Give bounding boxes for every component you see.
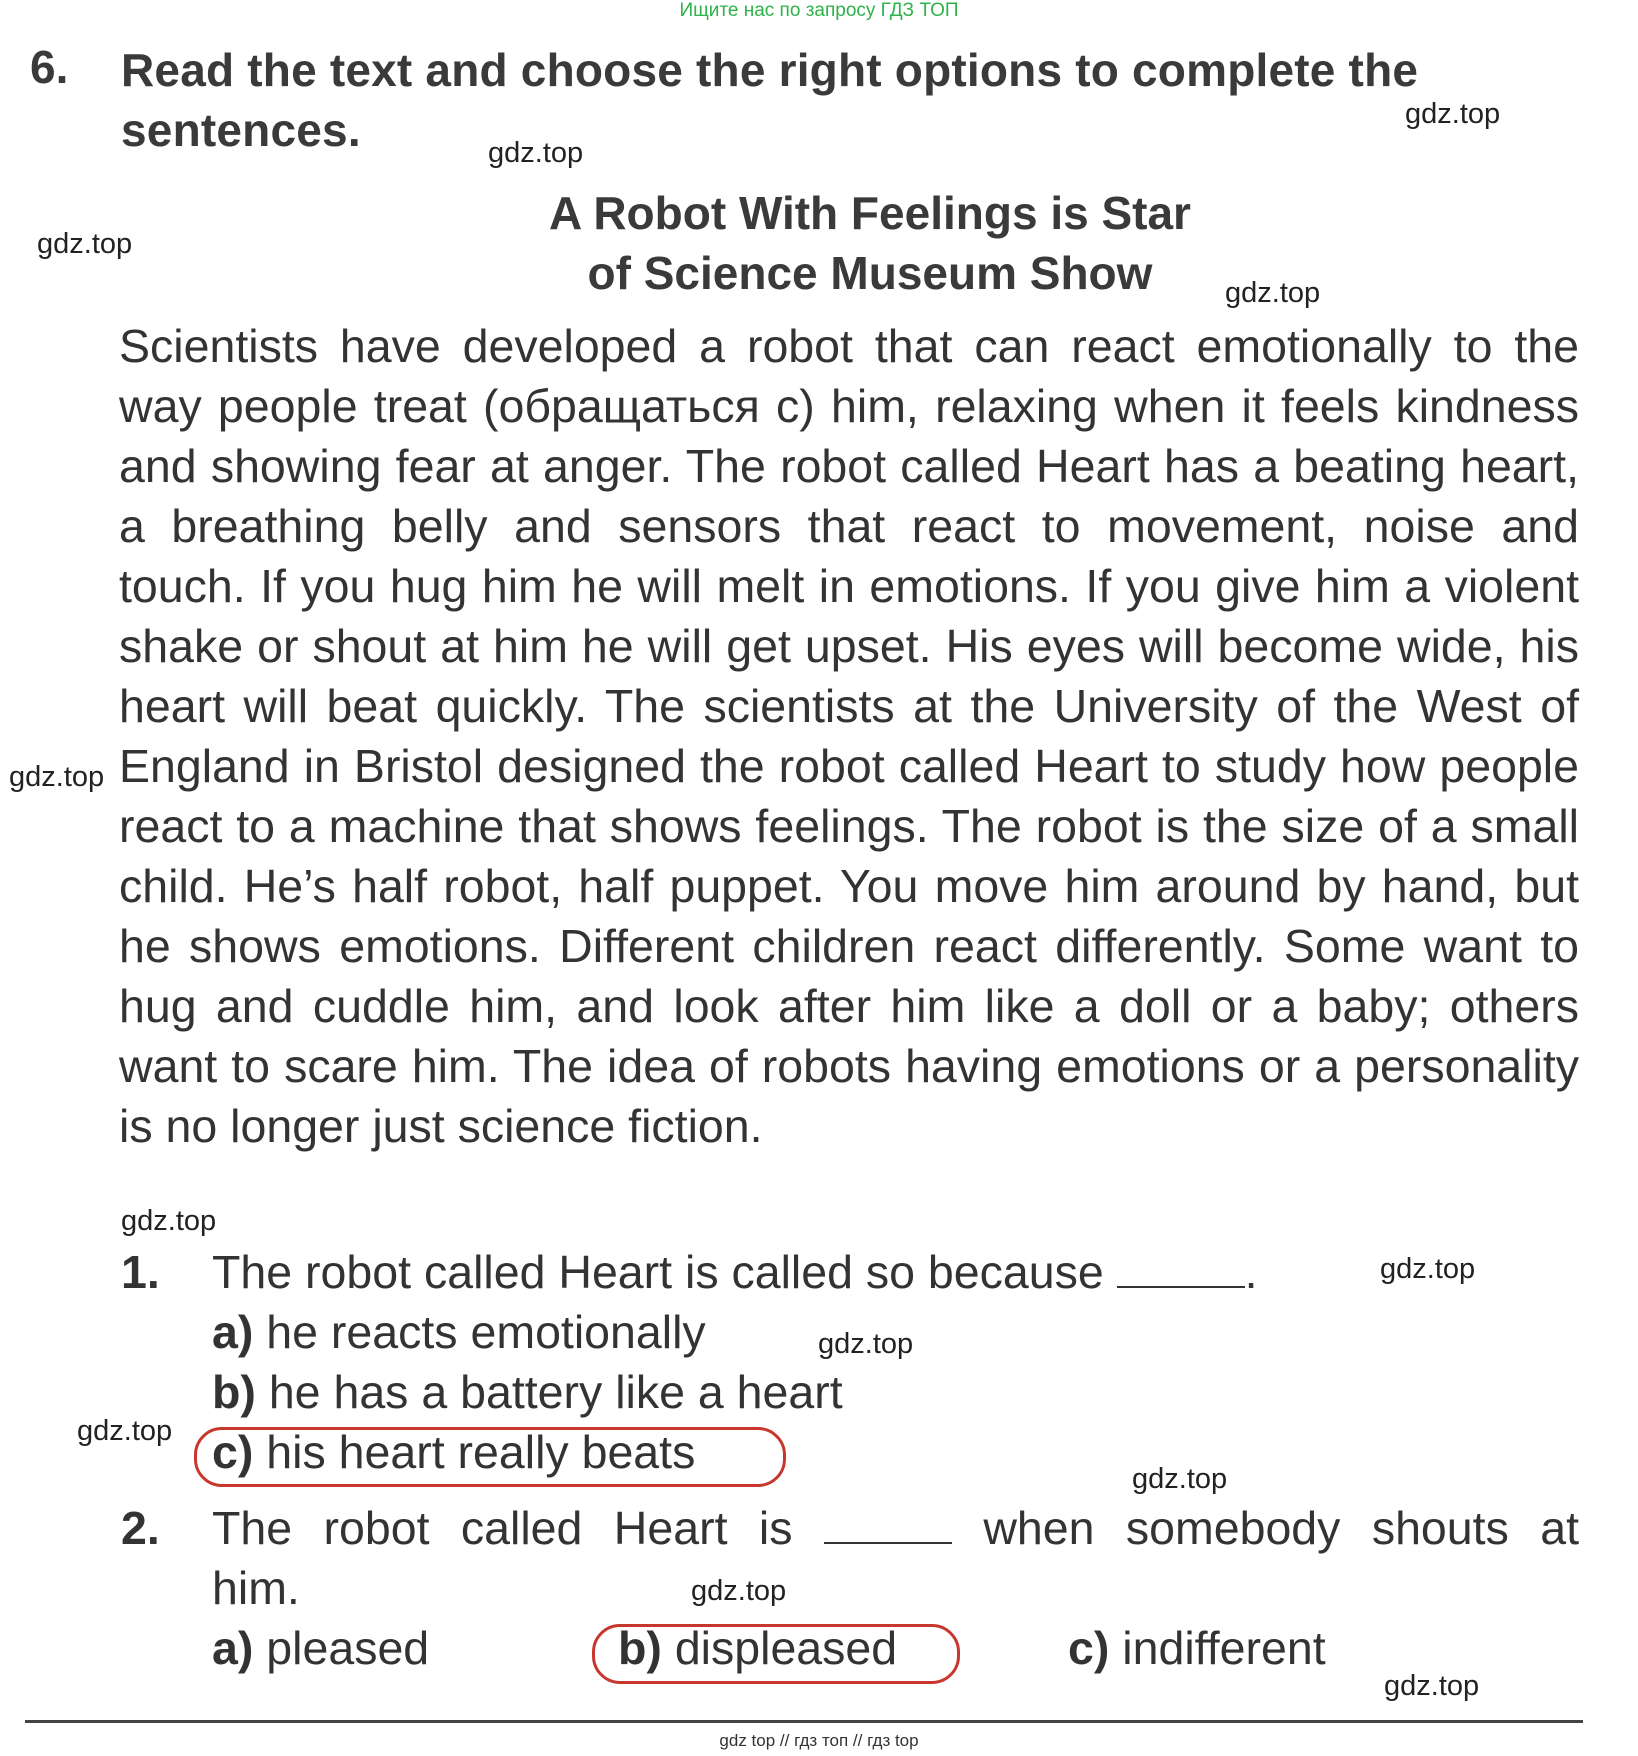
option-letter: b) [618,1622,662,1674]
question-stem-end: when somebody shouts at [983,1502,1579,1554]
question-2-option-a[interactable] [212,1620,429,1676]
option-letter: a) [212,1306,254,1358]
option-letter: b) [212,1366,256,1418]
watermark: gdz.top [488,137,584,169]
story-title-line2: of Science Museum Show [587,247,1153,299]
watermark: gdz.top [37,228,133,260]
task-number: 6. [30,41,69,93]
bottom-banner: gdz top // гдз топ // гдз top [719,1731,919,1750]
option-text: he has a battery like a heart [268,1366,843,1418]
question-number: 2. [121,1502,160,1554]
question-2-stem-line2: him. [212,1562,300,1614]
watermark: gdz.top [1380,1253,1476,1285]
question-stem-end: . [1244,1246,1258,1298]
option-letter: c) [1068,1622,1110,1674]
watermark: gdz.top [818,1328,914,1360]
question-1-option-b[interactable] [212,1364,843,1420]
answer-circle [194,1427,786,1487]
task-instruction [121,40,1581,160]
option-text: indifferent [1122,1622,1326,1674]
question-number: 1. [121,1246,160,1298]
watermark: gdz.top [121,1205,217,1237]
watermark: gdz.top [691,1575,787,1607]
answer-blank [1117,1246,1245,1288]
watermark: gdz.top [1405,98,1501,130]
question-2-stem [212,1500,1579,1556]
bottom-rule [25,1720,1583,1723]
option-text: he reacts emotionally [266,1306,706,1358]
question-stem: The robot called Heart is called so because [212,1246,1104,1298]
question-2-number [121,1500,160,1556]
story-text: Scientists have developed a robot that can react emotionally to the way people treat (обращаться с) him, relaxing when it feels kindness and showing fear at anger. The robot called Heart has a beating heart, a breathing belly and sensors that react to movement, noise and touch. If you hug him he will melt in emotions. If you give him a violent shake or shout at him he will get upset. His eyes will become wide, his heart will beat quickly. The scientists at the University of the West of England in Bristol designed the robot called Heart to study how people react to a machine that shows feelings. The robot is the size of a small child. He’s half robot, half puppet. You move him around by hand, but he shows emotions. Different children react differently. Some want to hug and cuddle him, and look after him like a doll or a baby; others want to scare him. The idea of robots having emotions or a personality is no longer just science fiction. [119,320,1579,1152]
answer-blank [824,1502,952,1544]
top-banner: Ищите нас по запросу ГДЗ ТОП [679,0,959,21]
watermark: gdz.top [1384,1670,1480,1702]
option-text: pleased [266,1622,430,1674]
answer-circle [592,1624,960,1684]
story-title [430,183,1310,303]
option-text: displeased [674,1622,898,1674]
watermark: gdz.top [9,761,105,793]
option-letter: c) [212,1426,254,1478]
question-1-option-a[interactable] [212,1304,706,1360]
question-2-option-c[interactable] [1068,1620,1326,1676]
watermark: gdz.top [1225,277,1321,309]
option-text: his heart really beats [266,1426,696,1478]
watermark: gdz.top [77,1415,173,1447]
story-title-line1: A Robot With Feelings is Star [549,187,1191,239]
question-stem: The robot called Heart is [212,1502,793,1554]
option-letter: a) [212,1622,254,1674]
question-1-number [121,1244,160,1300]
watermark: gdz.top [1132,1463,1228,1495]
task-instruction-text: Read the text and choose the right options to complete the sentences. [121,44,1419,156]
question-1-stem [212,1244,1258,1300]
